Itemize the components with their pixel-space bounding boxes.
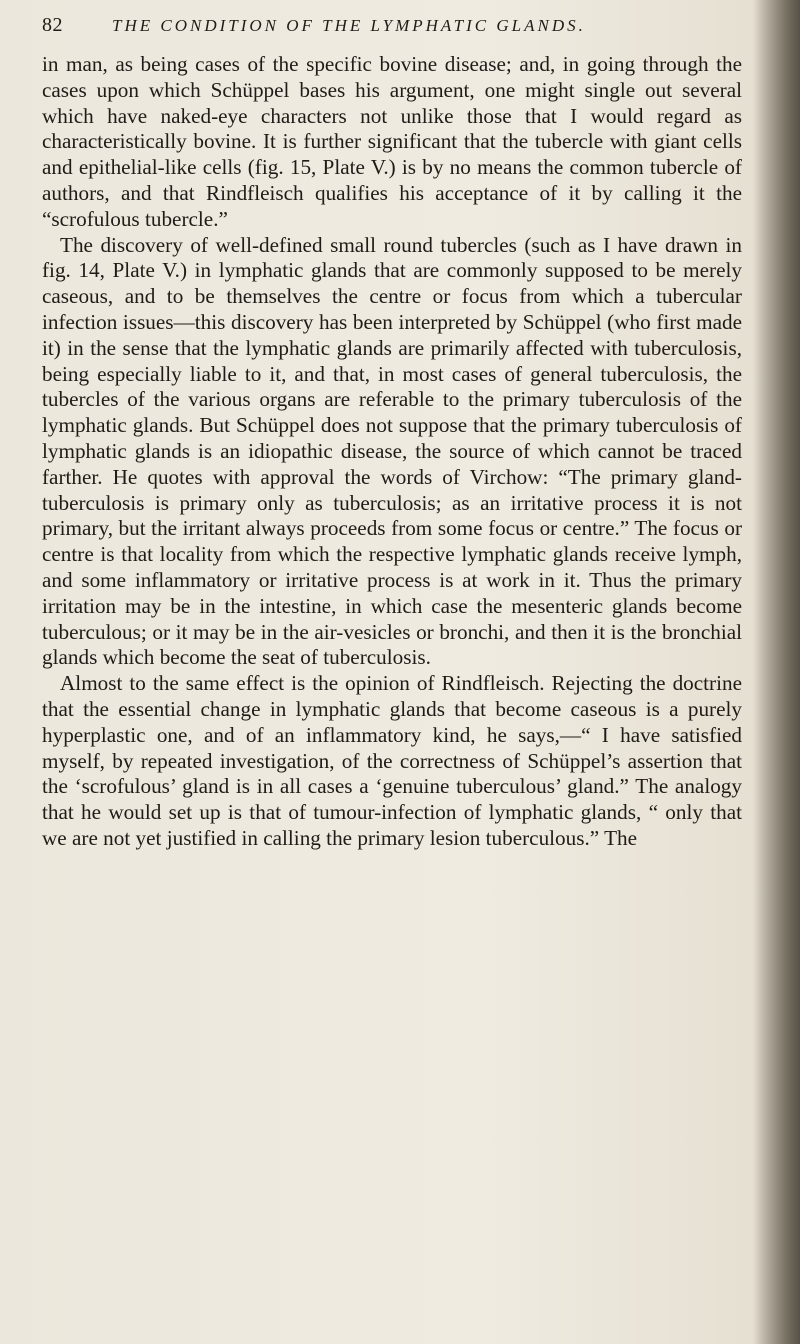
paragraph-1: in man, as being cases of the specific bovine disease; and, in going through the cases upon which Schüppel bases his argument, one might single out several which have naked-eye characters not unlike those that I would regard as characteristically bovine. It is further significant that the tubercle with giant cells and epithelial-like cells (fig. 15, Plate V.) is by no means the common tubercle of authors, and that Rindfleisch qualifies his acceptance of it by calling it the “scrofulous tubercle.” — [42, 52, 742, 231]
paragraph-2: The discovery of well-defined small round tubercles (such as I have drawn in fig. 14, Plate V.) in lymphatic glands that are commonly supposed to be merely caseous, and to be themselves the centre or focus from which a tubercular infection issues—this discovery has been interpreted by Schüppel (who first made it) in the sense that the lymphatic glands are primarily affected with tuberculosis, being especially liable to it, and that, in most cases of general tuberculosis, the tubercles of the various organs are referable to the primary tuberculosis of the lymphatic glands. But Schüppel does not suppose that the primary tuberculosis of lymphatic glands is an idiopathic disease, the source of which cannot be traced farther. He quotes with approval the words of Virchow: “The primary gland-tuberculosis is primary only as tuberculosis; as an irritative process it is not primary, but the irritant always proceeds from some focus or centre.” The focus or centre is that locality from which the respective lymphatic glands receive lymph, and some inflammatory or irritative process is at work in it. Thus the primary irritation may be in the intestine, in which case the mesenteric glands become tuberculous; or it may be in the air-vesicles or bronchi, and then it is the bronchial glands which become the seat of tuberculosis. — [42, 232, 742, 670]
binding-shadow — [754, 0, 800, 1344]
page-header — [42, 14, 742, 44]
body-text — [42, 52, 742, 852]
running-head: THE CONDITION OF THE LYMPHATIC GLANDS. — [112, 16, 586, 35]
page-number: 82 — [42, 14, 63, 36]
paragraph-3: Almost to the same effect is the opinion of Rindfleisch. Rejecting the doctrine that the essential change in lymphatic glands that become caseous is a purely hyperplastic one, and of an inflammatory kind, he says,—“ I have satisfied myself, by repeated investigation, of the correctness of Schüppel’s assertion that the ‘scrofulous’ gland is in all cases a ‘genuine tuberculous’ gland.” The analogy that he would set up is that of tumour-infection of lymphatic glands, “ only that we are not yet justified in calling the primary lesion tuberculous.” The — [42, 671, 742, 850]
